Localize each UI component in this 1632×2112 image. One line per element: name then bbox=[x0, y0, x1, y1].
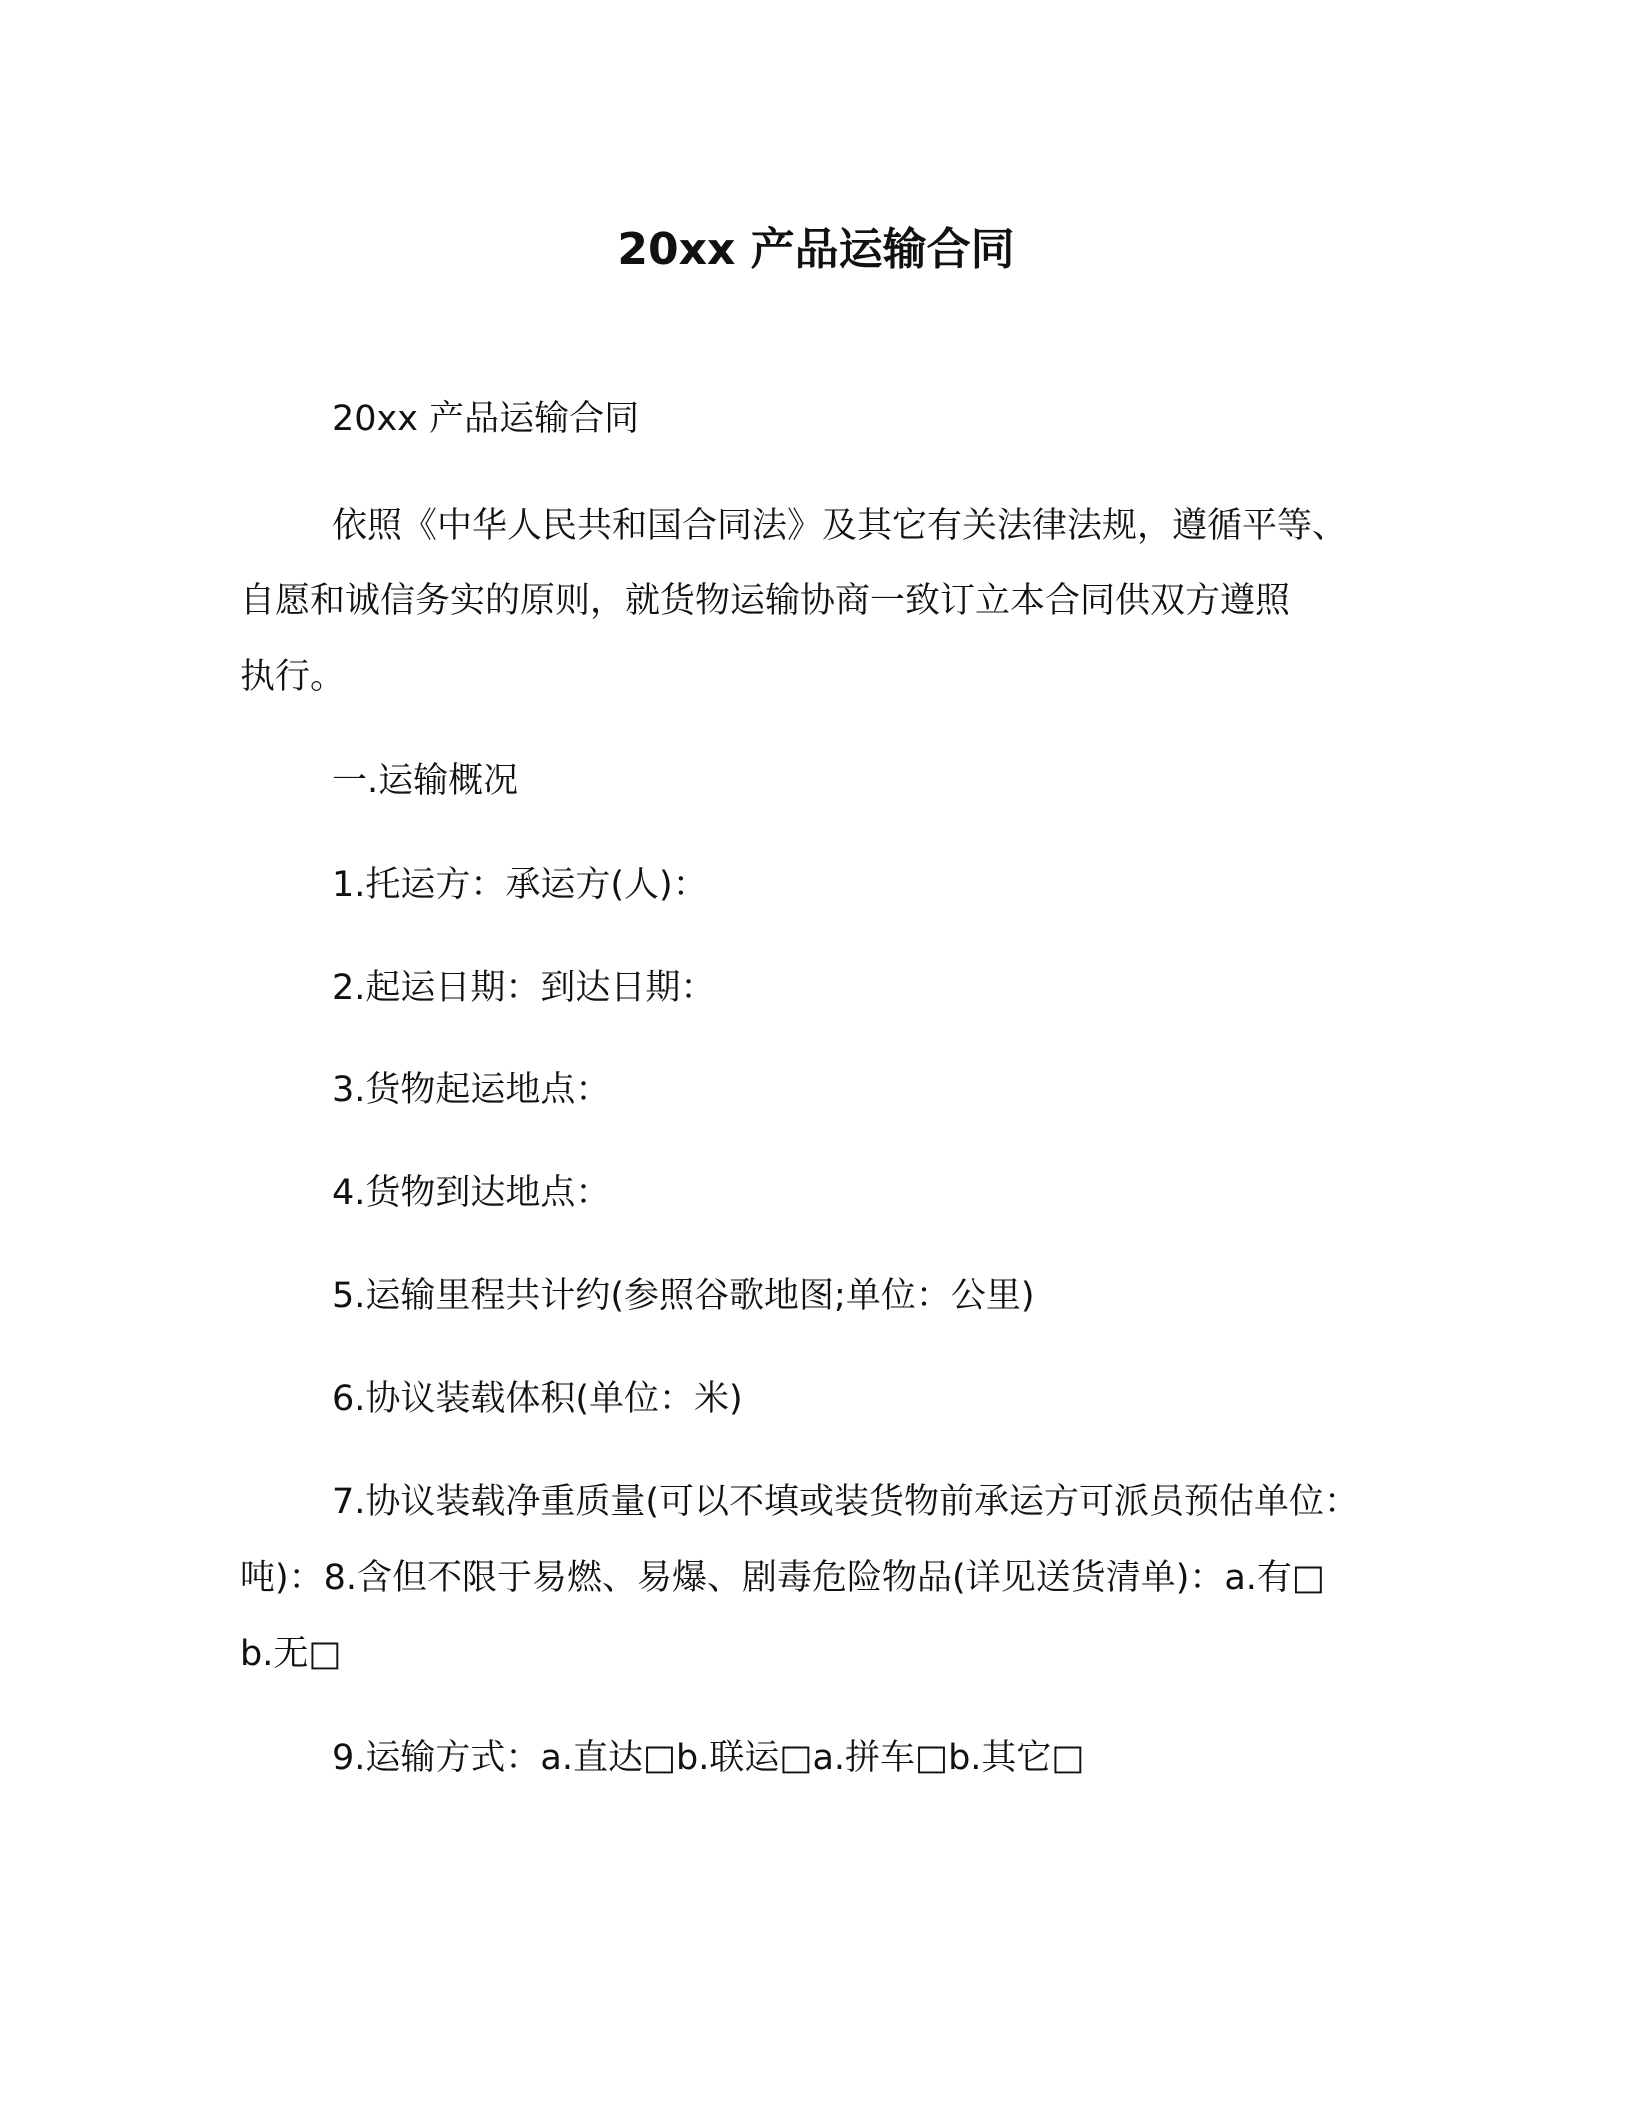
section-heading: 一.运输概况 bbox=[332, 761, 519, 801]
intro-paragraph-line-3: 执行。 bbox=[240, 657, 346, 697]
clause-item-7-line-3: b.无□ bbox=[240, 1634, 342, 1674]
clause-item-4: 4.货物到达地点： bbox=[332, 1173, 611, 1213]
clause-item-5: 5.运输里程共计约(参照谷歌地图;单位：公里) bbox=[332, 1276, 1035, 1316]
document-title: 20xx 产品运输合同 bbox=[617, 224, 1015, 275]
clause-item-6: 6.协议装载体积(单位：米) bbox=[332, 1379, 743, 1419]
clause-item-7-line-1: 7.协议装载净重质量(可以不填或装货物前承运方可派员预估单位： bbox=[332, 1482, 1360, 1522]
clause-item-7-line-2: 吨)：8.含但不限于易燃、易爆、剧毒危险物品(详见送货清单)：a.有□ bbox=[240, 1558, 1326, 1598]
intro-paragraph-line-2: 自愿和诚信务实的原则，就货物运输协商一致订立本合同供双方遵照 bbox=[240, 581, 1291, 621]
intro-paragraph-line-1: 依照《中华人民共和国合同法》及其它有关法律法规，遵循平等、 bbox=[332, 506, 1348, 546]
clause-item-2: 2.起运日期：到达日期： bbox=[332, 968, 716, 1008]
clause-item-9: 9.运输方式：a.直达□b.联运□a.拼车□b.其它□ bbox=[332, 1738, 1085, 1778]
clause-item-3: 3.货物起运地点： bbox=[332, 1070, 611, 1110]
document-subtitle: 20xx 产品运输合同 bbox=[332, 399, 640, 439]
clause-item-1: 1.托运方：承运方(人)： bbox=[332, 865, 708, 905]
